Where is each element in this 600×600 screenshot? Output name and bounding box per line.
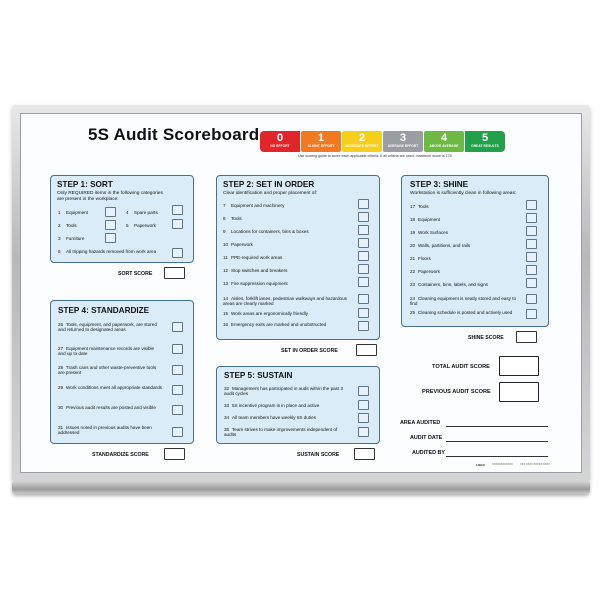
footer-text: XXX XXXX XXXXX XXXX <box>520 463 550 466</box>
marker-tray <box>12 482 590 494</box>
scale-cell: 5 GREAT RESULTS <box>465 131 505 152</box>
sort-item: 6 All tripping hazards removed from work area <box>58 249 157 254</box>
standardize-item: 27 Equipment maintenance records are visible and up to date <box>58 346 155 357</box>
sort-item: 2 Tools <box>58 223 77 228</box>
score-checkbox[interactable] <box>526 239 537 249</box>
total-score-input[interactable] <box>499 356 539 376</box>
score-checkbox[interactable] <box>172 322 183 332</box>
score-checkbox[interactable] <box>526 309 537 319</box>
shine-item: 23 Containers, bins, labels, and signs <box>410 282 488 287</box>
brand-logo: LOGO <box>476 463 485 467</box>
set-in-order-item: 16 Emergency exits are marked and unobstructed <box>223 322 327 327</box>
set-in-order-item: 12 Stop switches and breakers <box>223 268 288 273</box>
score-checkbox[interactable] <box>172 248 183 258</box>
score-checkbox[interactable] <box>358 238 369 248</box>
score-checkbox[interactable] <box>358 427 369 437</box>
sort-score-input[interactable] <box>164 267 185 279</box>
sort-item: 3 Furniture <box>58 236 85 241</box>
shine-heading: STEP 3: SHINE <box>410 180 469 189</box>
score-checkbox[interactable] <box>172 219 183 229</box>
set-in-order-item: 15 Work areas are ergonomically friendly <box>223 311 309 316</box>
score-checkbox[interactable] <box>526 278 537 288</box>
score-checkbox[interactable] <box>526 213 537 223</box>
previous-score-label: PREVIOUS AUDIT SCORE <box>422 389 491 395</box>
set-in-order-intro: Clear identification and proper placement of: <box>223 191 318 196</box>
audit-date-field[interactable] <box>446 441 548 442</box>
score-checkbox[interactable] <box>105 233 116 243</box>
score-checkbox[interactable] <box>358 294 369 304</box>
set-in-order-item: 10 Paperwork <box>223 242 253 247</box>
score-checkbox[interactable] <box>358 251 369 261</box>
shine-item: 25 Cleaning schedule is posted and actively used <box>410 310 513 315</box>
shine-item: 18 Equipment <box>410 217 440 222</box>
audit-date-label: AUDIT DATE <box>410 435 443 441</box>
score-checkbox[interactable] <box>358 308 369 318</box>
standardize-score-input[interactable] <box>164 448 185 460</box>
shine-item: 21 Floors <box>410 256 431 261</box>
previous-score-input[interactable] <box>499 382 539 402</box>
score-checkbox[interactable] <box>526 252 537 262</box>
total-score-label: TOTAL AUDIT SCORE <box>432 364 490 370</box>
score-checkbox[interactable] <box>526 294 537 304</box>
sort-item: 1 Equipment <box>58 210 88 215</box>
score-checkbox[interactable] <box>172 344 183 354</box>
page-title: 5S Audit Scoreboard <box>88 125 260 144</box>
shine-item: 17 Tools <box>410 204 429 209</box>
score-checkbox[interactable] <box>358 225 369 235</box>
area-audited-field[interactable] <box>446 426 548 427</box>
standardize-item: 30 Previous audit results are posted and visible <box>58 405 156 410</box>
score-checkbox[interactable] <box>526 265 537 275</box>
sustain-item: 32 Management has participated in audit within the past 3 audit cycles <box>224 386 344 397</box>
shine-score-input[interactable] <box>516 331 537 343</box>
score-checkbox[interactable] <box>358 413 369 423</box>
score-checkbox[interactable] <box>105 207 116 217</box>
shine-intro: Workstation is sufficiently clean in following areas: <box>410 191 517 196</box>
scale-cell: 2 MODERATE EFFORT <box>342 131 382 152</box>
sustain-item: 35 Team strives to make improvements independent of audits <box>224 427 338 438</box>
score-checkbox[interactable] <box>526 226 537 236</box>
scale-cell: 4 ABOVE AVERAGE <box>424 131 464 152</box>
scale-cell: 0 NO EFFORT <box>260 131 300 152</box>
score-checkbox[interactable] <box>358 264 369 274</box>
sort-heading: STEP 1: SORT <box>57 180 113 189</box>
shine-item: 20 Walls, partitions, and rails <box>410 243 471 248</box>
score-checkbox[interactable] <box>358 386 369 396</box>
scale-note: Use scoring guide to score each applicable criteria. If all criteria are used, maximum score is 175. <box>298 154 453 158</box>
score-checkbox[interactable] <box>172 427 183 437</box>
set-in-order-item: 13 Fire suppression equipment <box>223 281 288 286</box>
score-checkbox[interactable] <box>172 205 183 215</box>
set-in-order-score-input[interactable] <box>356 344 377 356</box>
score-checkbox[interactable] <box>358 212 369 222</box>
shine-score-label: SHINE SCORE <box>468 335 504 341</box>
score-checkbox[interactable] <box>172 385 183 395</box>
sustain-item: 33 5S incentive program is in place and active <box>224 403 320 408</box>
sort-item: 4 Spare parts <box>126 210 158 215</box>
set-in-order-heading: STEP 2: SET IN ORDER <box>223 180 315 189</box>
score-checkbox[interactable] <box>358 199 369 209</box>
sort-score-label: SORT SCORE <box>118 271 153 277</box>
sort-intro: Only REQUIRED items in the following categories are present in the workplace: <box>57 191 163 202</box>
score-checkbox[interactable] <box>358 400 369 410</box>
set-in-order-item: 14 Aisles, forklift lanes, pedestrian walkways and hazardous areas are clearly marked <box>223 296 347 307</box>
standardize-item: 31 Issues noted in previous audits have been addressed <box>58 425 152 436</box>
shine-item: 22 Paperwork <box>410 269 440 274</box>
sustain-score-input[interactable] <box>354 448 375 460</box>
scoring-scale <box>260 131 505 152</box>
area-audited-label: AREA AUDITED <box>400 420 441 426</box>
score-checkbox[interactable] <box>526 200 537 210</box>
sustain-heading: STEP 5: SUSTAIN <box>224 371 293 380</box>
scale-cell: 3 AVERAGE EFFORT <box>383 131 423 152</box>
score-checkbox[interactable] <box>172 405 183 415</box>
set-in-order-item: 11 PPE-required work areas <box>223 255 283 260</box>
standardize-item: 29 Work conditions meet all appropriate standards <box>58 385 162 390</box>
score-checkbox[interactable] <box>358 321 369 331</box>
set-in-order-score-label: SET IN ORDER SCORE <box>281 348 338 354</box>
score-checkbox[interactable] <box>172 365 183 375</box>
shine-item: 24 Cleaning equipment is neatly stored and easy to find <box>410 296 517 307</box>
sustain-item: 34 All team members have weekly 5S duties <box>224 415 316 420</box>
score-checkbox[interactable] <box>105 220 116 230</box>
score-checkbox[interactable] <box>358 277 369 287</box>
audited-by-label: AUDITED BY <box>412 450 445 456</box>
set-in-order-item: 8 Tools <box>223 216 242 221</box>
set-in-order-item: 9 Locations for containers, bins & boxes <box>223 229 309 234</box>
standardize-heading: STEP 4: STANDARDIZE <box>58 306 150 315</box>
sort-item: 5 Paperwork <box>126 223 156 228</box>
standardize-item: 26 Tools, equipment, and paperwork, are stored and returned to designated areas <box>58 322 157 333</box>
scale-cell: 1 SLIGHT EFFORT <box>301 131 341 152</box>
set-in-order-item: 7 Equipment and machinery <box>223 203 285 208</box>
shine-item: 19 Work Surfaces <box>410 230 449 235</box>
standardize-item: 28 Trash cans and other waste-preventive tools are present <box>58 365 157 376</box>
footer-text: XXXXXXXXXXXX <box>492 463 513 466</box>
audited-by-field[interactable] <box>446 456 548 457</box>
standardize-score-label: STANDARDIZE SCORE <box>92 452 149 458</box>
sustain-score-label: SUSTAIN SCORE <box>297 452 340 458</box>
